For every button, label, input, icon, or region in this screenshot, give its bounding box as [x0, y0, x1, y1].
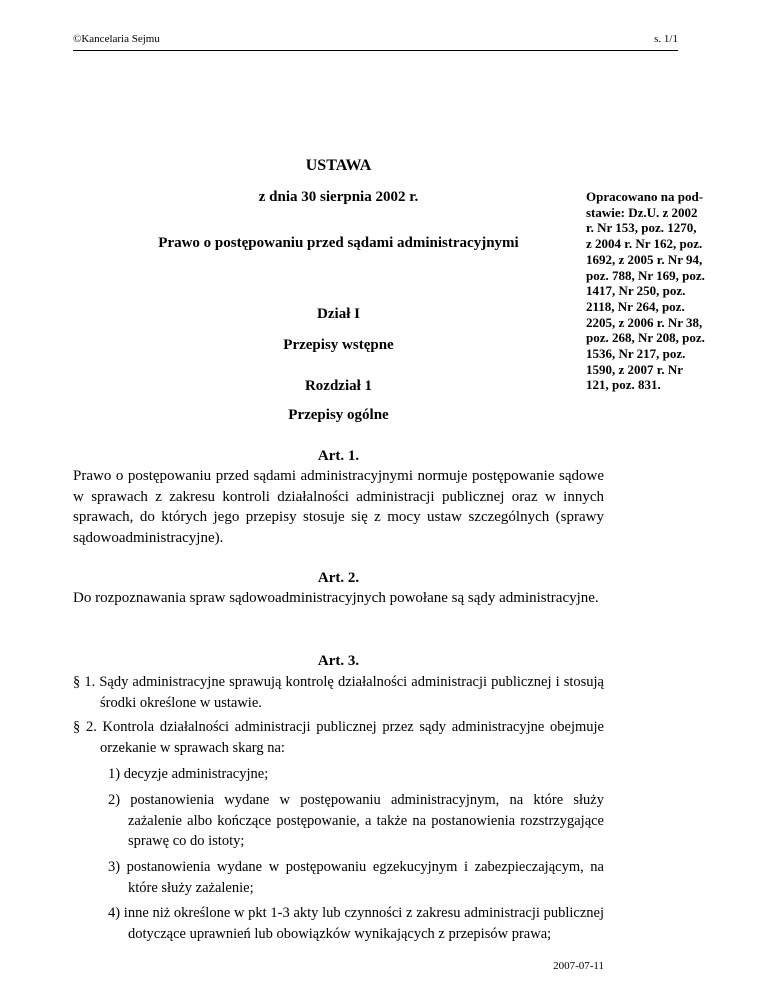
- chapter-label: Rozdział 1: [304, 378, 373, 394]
- article-3-par-1: § 1. Sądy administracyjne sprawują kontrolę działalności administracji publicznej i stosują środki określone w ustawie.: [73, 674, 604, 711]
- article-1-heading: Art. 1.: [317, 448, 360, 464]
- article-3-point-2: 2) postanowienia wydane w postępowaniu administracyjnym, na które służy zażalenie albo kończące postępowanie, a także na postanowienia rozstrzygające sprawę co do istoty;: [108, 792, 604, 849]
- page-number: s. 1/1: [654, 33, 678, 45]
- act-type: USTAWA: [305, 157, 372, 174]
- division-label: Dział I: [317, 306, 360, 322]
- header-rule: [73, 50, 678, 51]
- footer-date: 2007-07-11: [553, 960, 604, 972]
- act-title: Prawo o postępowaniu przed sądami administracyjnymi: [158, 235, 519, 251]
- act-date: z dnia 30 sierpnia 2002 r.: [258, 189, 419, 205]
- source-note: Opracowano na pod- stawie: Dz.U. z 2002 r. Nr 153, poz. 1270, z 2004 r. Nr 162, poz. 1692, z 2005 r. Nr 94, poz. 788, Nr 169, poz. 1417, Nr 250, poz. 2118, Nr 264, poz. 2205, z 2006 r. Nr 38, poz. 268, Nr 208, poz. 1536, Nr 217, poz. 1590, z 2007 r. Nr 121, poz. 831.: [586, 189, 705, 393]
- header-left: ©Kancelaria Sejmu: [73, 33, 160, 45]
- article-2-heading: Art. 2.: [317, 570, 360, 586]
- division-title: Przepisy wstępne: [283, 337, 394, 353]
- article-3-heading: Art. 3.: [317, 653, 360, 669]
- chapter-title: Przepisy ogólne: [288, 407, 389, 423]
- article-3-point-1: 1) decyzje administracyjne;: [108, 766, 269, 782]
- article-3-par-2: § 2. Kontrola działalności administracji publicznej przez sądy administracyjne obejmuje orzekanie w sprawach skarg na:: [73, 719, 604, 756]
- article-1-text: Prawo o postępowaniu przed sądami administracyjnymi normuje postępowanie sądowe w sprawach z zakresu kontroli działalności administracji publicznej oraz w innych sprawach, do których jego przepisy stosuje się z mocy ustaw szczególnych (sprawy sądowoadministracyjne).: [73, 468, 604, 546]
- article-3-point-4: 4) inne niż określone w pkt 1-3 akty lub czynności z zakresu administracji publicznej dotyczące uprawnień lub obowiązków wynikających z przepisów prawa;: [108, 905, 604, 942]
- article-3-point-3: 3) postanowienia wydane w postępowaniu egzekucyjnym i zabezpieczającym, na które służy zażalenie;: [108, 859, 604, 896]
- article-2-text: Do rozpoznawania spraw sądowoadministracyjnych powołane są sądy administracyjne.: [73, 590, 599, 606]
